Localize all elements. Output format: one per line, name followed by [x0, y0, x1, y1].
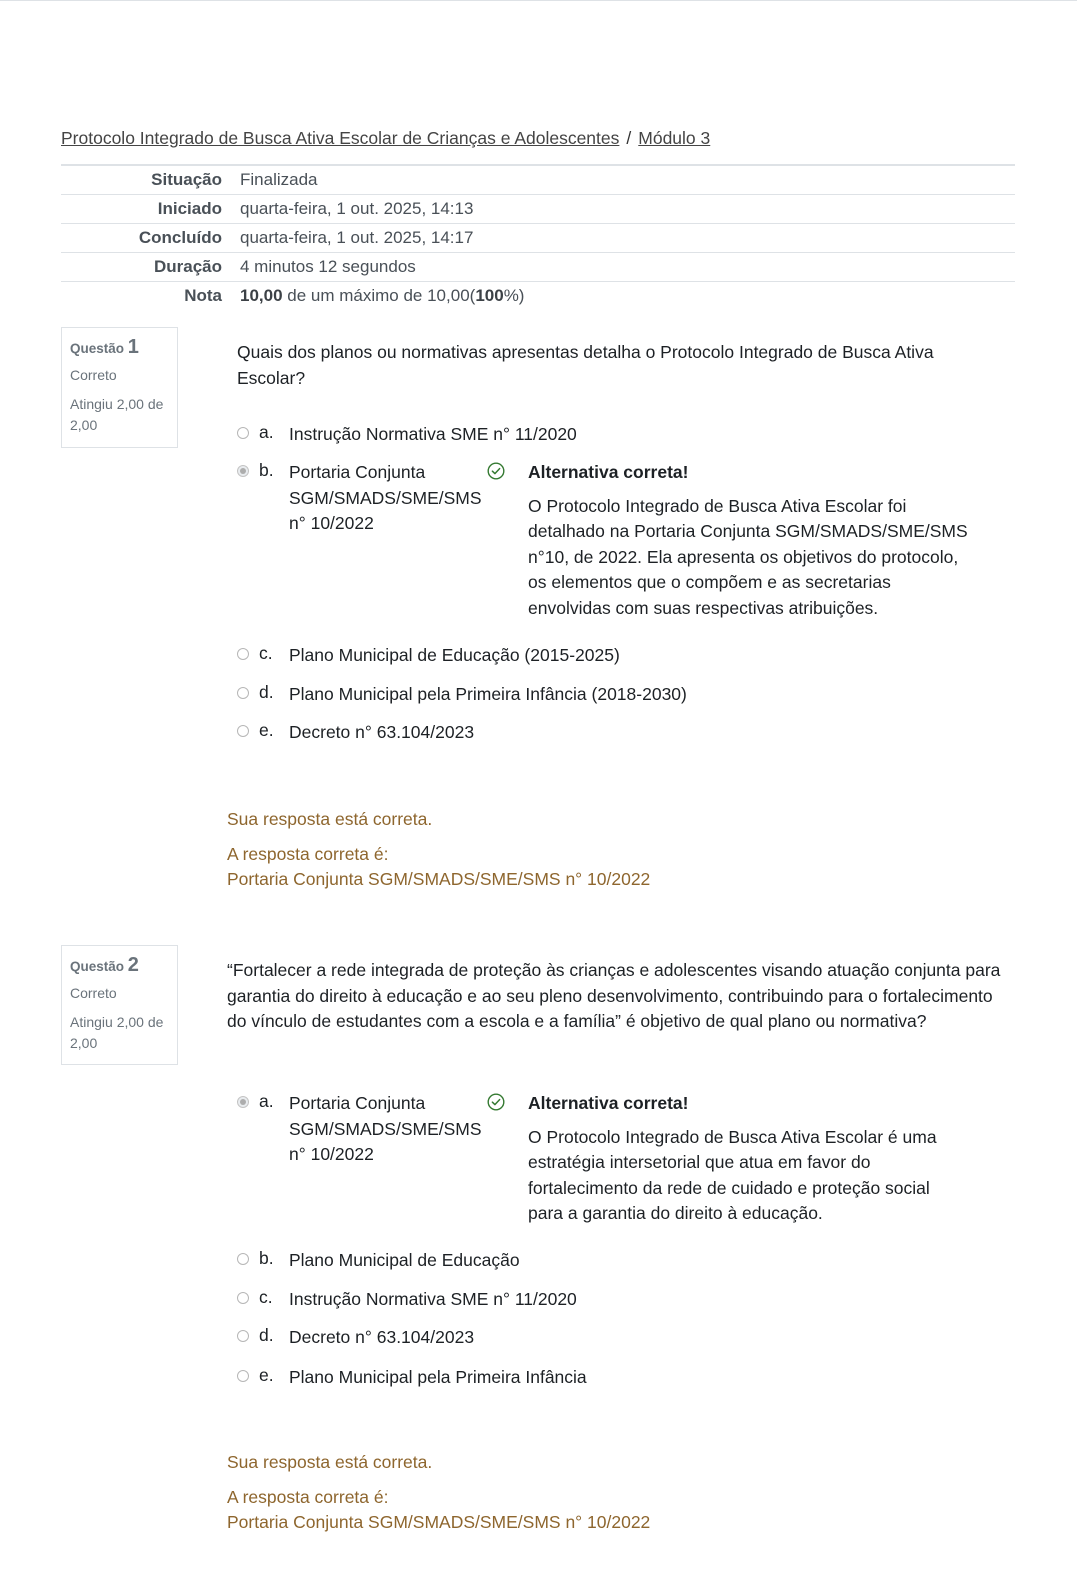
question-label: Questão	[70, 959, 125, 974]
feedback-text: O Protocolo Integrado de Busca Ativa Escolar é uma estratégia intersetorial que atua em favor do fortalecimento da rede de cuidado e proteção social para a garantia do direito à educação.	[528, 1126, 937, 1223]
question-number-value: 1	[127, 336, 139, 358]
summary-row-duracao	[61, 253, 1015, 282]
summary-label: Concluído	[138, 228, 222, 247]
right-answer: Portaria Conjunta SGM/SMADS/SME/SMS n° 10/2022	[227, 1512, 651, 1532]
summary-row-situacao	[61, 166, 1015, 195]
question-number	[70, 954, 177, 977]
answer-option[interactable]	[237, 682, 687, 708]
specific-feedback	[528, 1091, 968, 1227]
right-answer-label: A resposta correta é:	[227, 843, 389, 864]
question-number-value: 2	[127, 954, 139, 976]
summary-row-nota	[61, 282, 1015, 310]
radio-button-checked[interactable]	[237, 1096, 249, 1108]
answer-option[interactable]	[237, 643, 620, 669]
nota-middle: de um máximo de 10,00(	[282, 286, 476, 305]
radio-button[interactable]	[237, 648, 249, 660]
radio-button[interactable]	[237, 1253, 249, 1265]
breadcrumb-course-link[interactable]: Protocolo Integrado de Busca Ativa Escolar de Crianças e Adolescentes	[61, 128, 620, 148]
question-state: Correto	[70, 985, 117, 1001]
summary-label: Situação	[151, 170, 222, 189]
option-text: Portaria Conjunta SGM/SMADS/SME/SMS n° 10/2022	[289, 462, 482, 533]
option-letter: d.	[259, 682, 274, 702]
check-circle-icon	[487, 462, 505, 480]
outcome-message: Sua resposta está correta.	[227, 809, 433, 829]
radio-button[interactable]	[237, 427, 249, 439]
breadcrumb	[61, 128, 710, 149]
summary-value: 4 minutos 12 segundos	[240, 257, 416, 276]
attempt-summary-table	[61, 164, 1015, 310]
option-text: Decreto n° 63.104/2023	[289, 1327, 475, 1347]
nota-end: %)	[503, 286, 525, 305]
summary-label: Nota	[184, 286, 222, 305]
summary-label: Duração	[153, 257, 222, 276]
radio-button[interactable]	[237, 1370, 249, 1382]
option-letter: a.	[259, 1091, 274, 1111]
option-text: Plano Municipal pela Primeira Infância (2018-2030)	[289, 684, 687, 704]
option-text: Plano Municipal de Educação	[289, 1250, 520, 1270]
question-grade: Atingiu 2,00 de 2,00	[70, 1014, 164, 1051]
check-circle-icon	[487, 1093, 505, 1111]
option-letter: d.	[259, 1325, 274, 1345]
answer-option-selected[interactable]	[237, 460, 484, 537]
option-letter: e.	[259, 720, 274, 740]
question-info-box	[61, 327, 178, 448]
option-letter: c.	[259, 1287, 273, 1307]
breadcrumb-module-link[interactable]: Módulo 3	[638, 128, 711, 148]
option-text: Decreto n° 63.104/2023	[289, 722, 475, 742]
question-label: Questão	[70, 341, 125, 356]
radio-button[interactable]	[237, 725, 249, 737]
answer-option[interactable]	[237, 1248, 520, 1274]
answer-option[interactable]	[237, 1325, 474, 1351]
top-divider	[0, 0, 1077, 1]
question-text: “Fortalecer a rede integrada de proteção às crianças e adolescentes visando atuação conjunta para garantia do direito à educação e ao seu pleno desenvolvimento, contribuindo para o fortalecimento do vínculo de estudantes com a escola e a família” é objetivo de qual plano ou normativa?	[227, 960, 1001, 1031]
specific-feedback	[528, 460, 978, 621]
radio-button[interactable]	[237, 1292, 249, 1304]
question-number	[70, 336, 177, 359]
radio-button-checked[interactable]	[237, 465, 249, 477]
option-letter: b.	[259, 460, 274, 480]
right-answer: Portaria Conjunta SGM/SMADS/SME/SMS n° 10/2022	[227, 869, 651, 889]
answer-option[interactable]	[237, 1287, 577, 1313]
question-text: Quais dos planos ou normativas apresentas detalha o Protocolo Integrado de Busca Ativa Escolar?	[237, 342, 934, 388]
answer-option[interactable]	[237, 1365, 587, 1391]
question-grade: Atingiu 2,00 de 2,00	[70, 396, 164, 433]
option-letter: c.	[259, 643, 273, 663]
option-text: Instrução Normativa SME n° 11/2020	[289, 1289, 577, 1309]
summary-value: Finalizada	[240, 170, 318, 189]
outcome-message: Sua resposta está correta.	[227, 1452, 433, 1472]
option-text: Portaria Conjunta SGM/SMADS/SME/SMS n° 10/2022	[289, 1093, 482, 1164]
feedback-title: Alternativa correta!	[528, 462, 689, 482]
option-text: Plano Municipal pela Primeira Infância	[289, 1367, 587, 1387]
nota-score: 10,00	[240, 286, 283, 305]
question-outcome	[227, 807, 650, 893]
option-letter: b.	[259, 1248, 274, 1268]
radio-button[interactable]	[237, 687, 249, 699]
answer-option-selected[interactable]	[237, 1091, 484, 1168]
right-answer-label: A resposta correta é:	[227, 1486, 389, 1507]
answer-option[interactable]	[237, 422, 577, 448]
option-text: Plano Municipal de Educação (2015-2025)	[289, 645, 620, 665]
answer-option[interactable]	[237, 720, 474, 746]
summary-value	[240, 286, 524, 306]
summary-row-iniciado	[61, 195, 1015, 224]
summary-value: quarta-feira, 1 out. 2025, 14:17	[240, 228, 474, 247]
summary-label: Iniciado	[157, 199, 222, 218]
breadcrumb-separator: /	[626, 128, 632, 148]
nota-percent: 100	[475, 286, 504, 305]
feedback-text: O Protocolo Integrado de Busca Ativa Escolar foi detalhado na Portaria Conjunta SGM/SMADS/SME/SMS n°10, de 2022. Ela apresenta os objetivos do protocolo, os elementos que o compõem e as secretarias envolvidas com suas respectivas atribuições.	[528, 495, 968, 618]
feedback-title: Alternativa correta!	[528, 1093, 689, 1113]
summary-value: quarta-feira, 1 out. 2025, 14:13	[240, 199, 474, 218]
question-info-box	[61, 945, 178, 1065]
option-letter: a.	[259, 422, 274, 442]
question-outcome	[227, 1450, 650, 1536]
option-letter: e.	[259, 1365, 274, 1385]
radio-button[interactable]	[237, 1330, 249, 1342]
summary-row-concluido	[61, 224, 1015, 253]
question-state: Correto	[70, 367, 117, 383]
option-text: Instrução Normativa SME n° 11/2020	[289, 424, 577, 444]
